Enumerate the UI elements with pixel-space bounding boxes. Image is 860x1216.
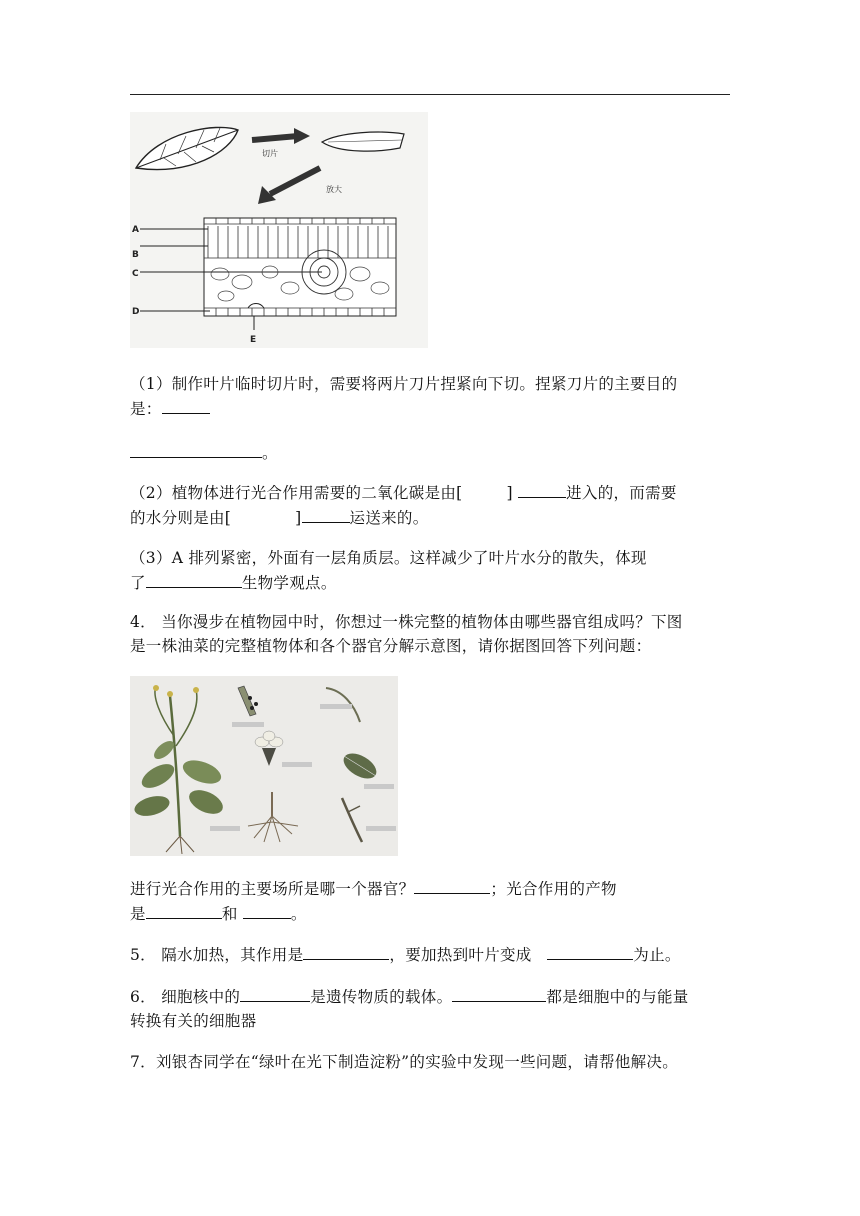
- answer-blank-3[interactable]: [146, 570, 242, 588]
- question-4-line2: 是一株油菜的完整植物体和各个器官分解示意图，请你据图回答下列问题：: [130, 637, 652, 655]
- answer-blank-5a[interactable]: [303, 942, 389, 960]
- answer-blank-6b[interactable]: [452, 984, 546, 1002]
- question-3: [130, 546, 732, 595]
- answer-blank-2a[interactable]: [518, 480, 566, 498]
- question-3-line1: （3）A 排列紧密，外面有一层角质层。这样减少了叶片水分的散失，体现: [130, 549, 647, 567]
- label-e: E: [250, 335, 257, 345]
- question-4-sub-line2: 是 和 。: [130, 901, 732, 926]
- answer-blank-4c[interactable]: [243, 901, 291, 919]
- question-7-line1: 7．刘银杏同学在“绿叶在光下制造淀粉”的实验中发现一些问题，请帮他解决。: [130, 1053, 679, 1071]
- question-1-line1: （1）制作叶片临时切片时，需要将两片刀片捏紧向下切。捏紧刀片的主要目的: [130, 375, 678, 393]
- svg-text:放大: 放大: [326, 185, 342, 194]
- question-3-line2: 了 生物学观点。: [130, 570, 732, 595]
- label-d: D: [132, 307, 140, 317]
- question-2: [130, 480, 732, 530]
- label-a: A: [132, 225, 139, 235]
- answer-blank-2b[interactable]: [302, 505, 350, 523]
- answer-blank-6a[interactable]: [240, 984, 310, 1002]
- question-4-line1: 4． 当你漫步在植物园中时，你想过一株完整的植物体由哪些器官组成吗？下图: [130, 613, 683, 631]
- question-4: [130, 610, 732, 658]
- rapeseed-plant-figure: [130, 676, 398, 856]
- question-1-line3: 。: [130, 440, 732, 465]
- plant-organs-diagram: [130, 676, 398, 856]
- cross-section-drawing: [204, 218, 396, 316]
- svg-text:切片: 切片: [262, 149, 278, 158]
- label-b: B: [132, 250, 139, 260]
- question-1: [130, 372, 732, 421]
- answer-blank-1a[interactable]: [162, 396, 210, 414]
- leaf-diagram: [130, 112, 428, 348]
- answer-blank-1b[interactable]: [130, 440, 262, 458]
- question-6-line2: 转换有关的细胞器: [130, 1012, 257, 1030]
- question-6-line1: 6． 细胞核中的 是遗传物质的载体。 都是细胞中的与能量: [130, 984, 732, 1009]
- question-4-sub: [130, 876, 732, 926]
- answer-blank-4a[interactable]: [414, 876, 490, 894]
- question-7: [130, 1050, 732, 1074]
- header-rule: [130, 94, 730, 95]
- question-2-line1: （2）植物体进行光合作用需要的二氧化碳是由[ ] 进入的，而需要: [130, 480, 732, 505]
- question-4-sub-line1: 进行光合作用的主要场所是哪一个器官？ ；光合作用的产物: [130, 876, 732, 901]
- label-c: C: [132, 269, 139, 279]
- question-5: 5． 隔水加热，其作用是 ，要加热到叶片变成 为止。: [130, 942, 732, 967]
- question-2-line2: 的水分则是由[ ] 运送来的。: [130, 505, 732, 530]
- answer-blank-5b[interactable]: [547, 942, 633, 960]
- question-1-line2: 是：: [130, 396, 732, 421]
- leaf-cross-section-figure: [130, 112, 428, 348]
- answer-blank-4b[interactable]: [146, 901, 222, 919]
- question-6: [130, 984, 732, 1033]
